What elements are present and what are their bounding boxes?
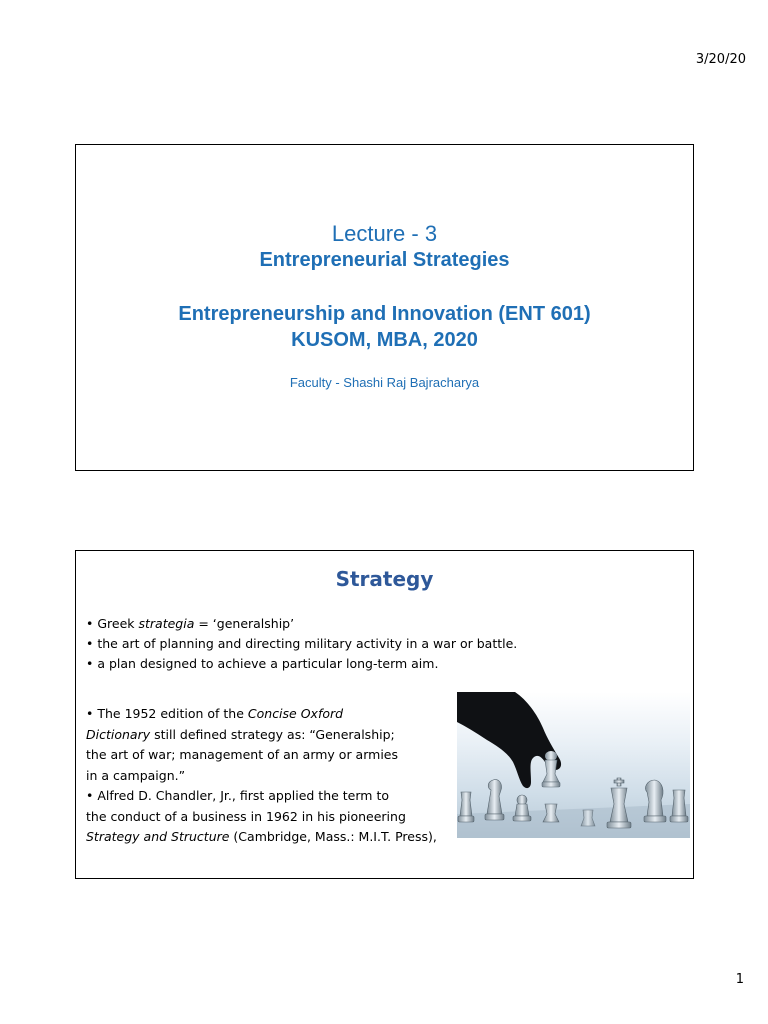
bullet-text: • Greek (86, 616, 139, 631)
definition-list (86, 614, 686, 674)
bullet-term: strategia (138, 616, 195, 631)
chess-image (457, 692, 690, 838)
bullet-plan: • a plan designed to achieve a particular long-term aim. (86, 656, 439, 671)
bullet-military: • the art of planning and directing military activity in a war or battle. (86, 636, 518, 651)
bullet-text: = ‘generalship’ (194, 616, 295, 631)
para-line (86, 725, 466, 746)
book-title: Dictionary (86, 726, 151, 742)
para-text: still defined strategy as: “Generalship; (150, 726, 395, 742)
course-name: Entrepreneurship and Innovation (ENT 601) (178, 303, 591, 325)
para-line: in a campaign.” (86, 767, 186, 783)
page-number: 1 (735, 972, 744, 987)
lecture-topic: Entrepreneurial Strategies (259, 249, 510, 271)
para-line: the art of war; management of an army or armies (86, 747, 398, 762)
para-text: (Cambridge, Mass.: M.I.T. Press), (229, 829, 437, 844)
lecture-number: Lecture - 3 (331, 221, 438, 246)
program-name: KUSOM, MBA, 2020 (291, 329, 478, 351)
para-line (86, 827, 466, 848)
page-date: 3/20/20 (695, 52, 746, 67)
para-line (86, 704, 466, 725)
faculty-name: Faculty - Shashi Raj Bajracharya (289, 375, 480, 390)
para-line: the conduct of a business in 1962 in his pioneering (86, 808, 406, 824)
history-paragraph (86, 704, 466, 848)
book-title: Strategy and Structure (86, 829, 230, 844)
para-text: • The 1952 edition of the (86, 706, 248, 721)
para-line: • Alfred D. Chandler, Jr., first applied the term to (86, 788, 389, 803)
bullet-greek (86, 614, 686, 634)
book-title: Concise Oxford (247, 706, 344, 721)
slide-title (75, 144, 694, 471)
chess-hand-icon (457, 692, 690, 838)
slide-strategy (75, 550, 694, 879)
slide-heading: Strategy (335, 567, 434, 591)
